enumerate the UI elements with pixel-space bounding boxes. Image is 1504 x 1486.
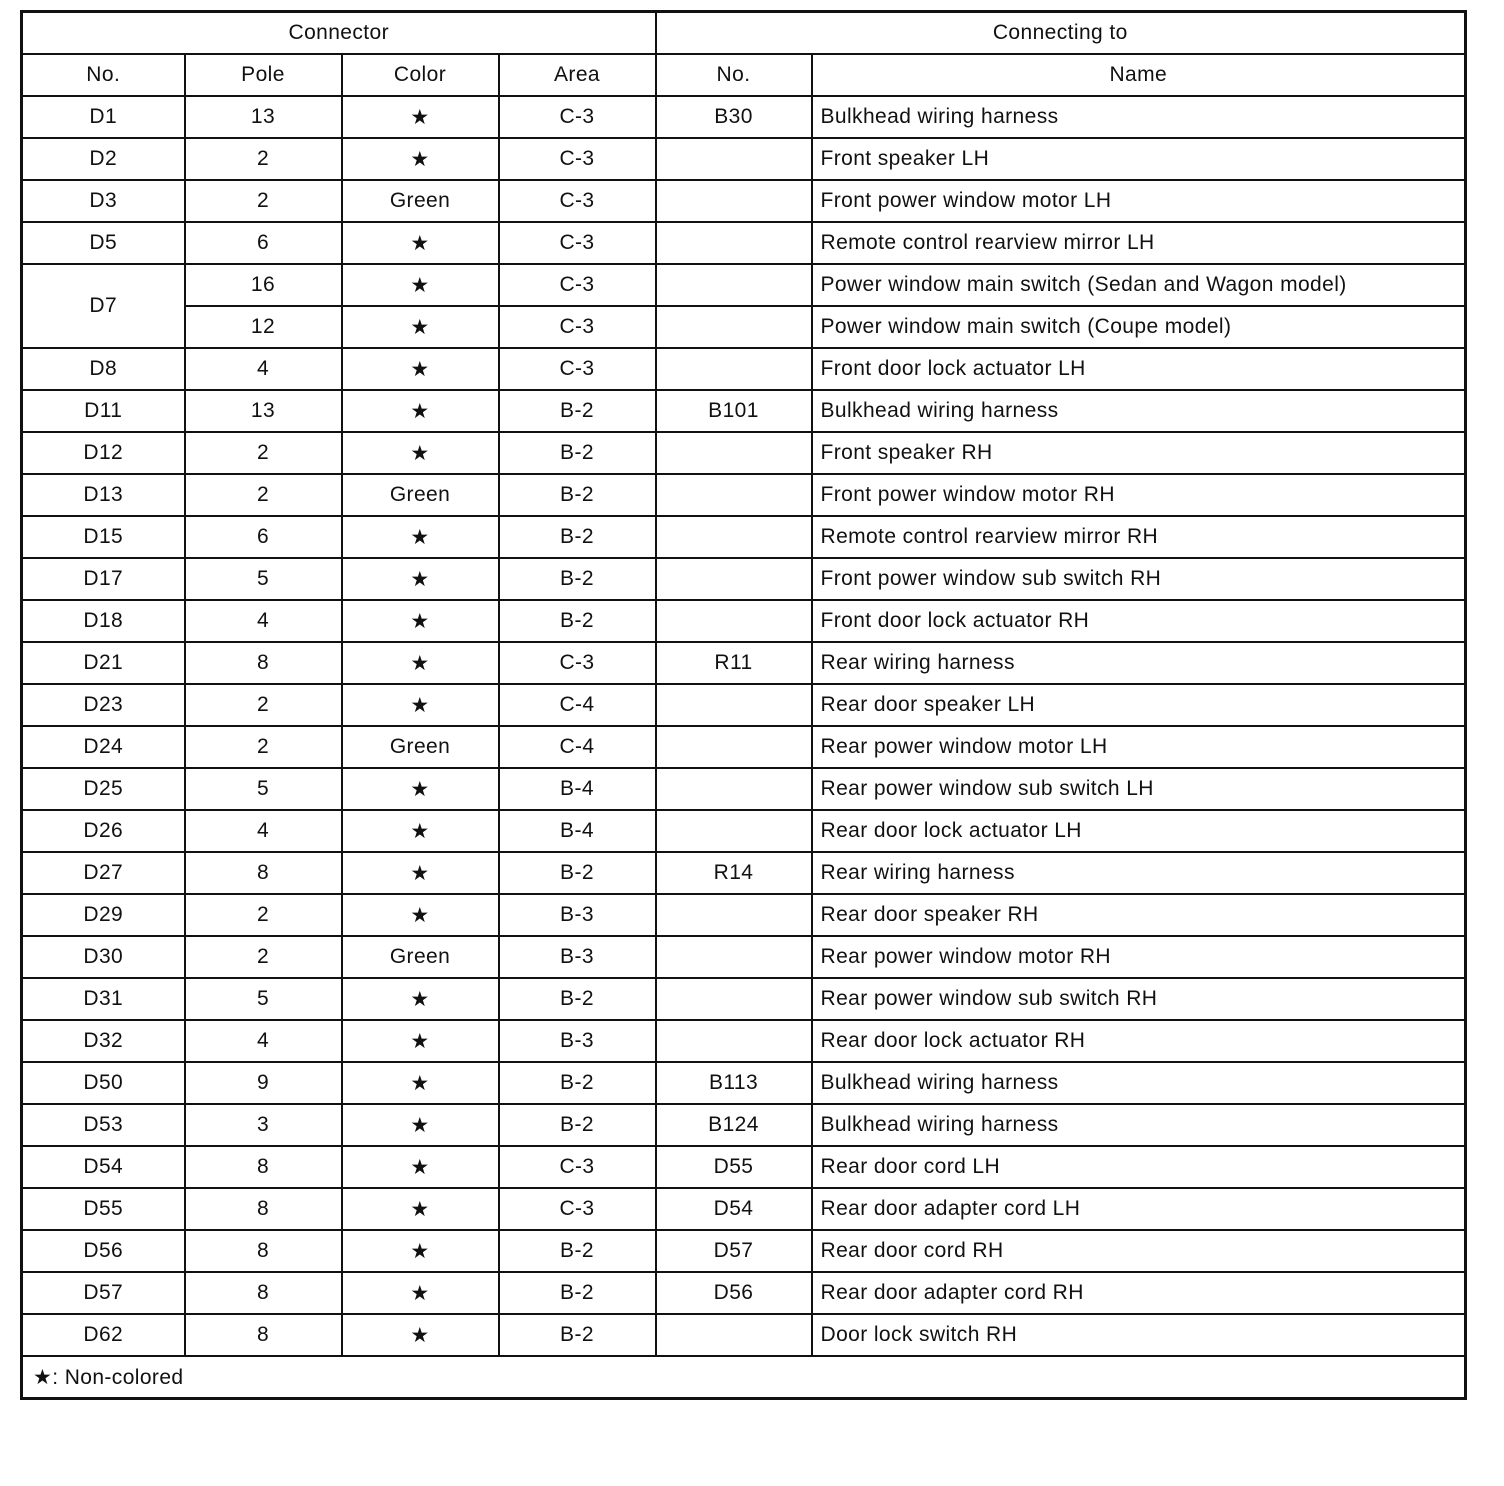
table-row [22,642,1466,684]
cell-pole: 8 [185,1188,342,1230]
cell-name: Power window main switch (Sedan and Wagon model) [812,264,1466,306]
cell-connecting-no [656,348,812,390]
cell-color: ★ [342,138,499,180]
cell-pole: 8 [185,1314,342,1356]
cell-name: Rear door lock actuator LH [812,810,1466,852]
cell-name: Rear door cord LH [812,1146,1466,1188]
cell-pole: 8 [185,1272,342,1314]
cell-area: B-2 [499,600,656,642]
cell-color: ★ [342,894,499,936]
cell-connector-no: D56 [22,1230,185,1272]
table-row [22,726,1466,768]
cell-area: C-4 [499,684,656,726]
cell-connecting-no [656,726,812,768]
cell-area: B-2 [499,1062,656,1104]
cell-connecting-no [656,306,812,348]
cell-connecting-no [656,978,812,1020]
cell-connector-no: D26 [22,810,185,852]
cell-area: B-2 [499,474,656,516]
cell-area: B-2 [499,1230,656,1272]
cell-area: B-2 [499,432,656,474]
table-row [22,222,1466,264]
cell-pole: 4 [185,348,342,390]
cell-connector-no: D17 [22,558,185,600]
cell-area: B-2 [499,558,656,600]
cell-color: ★ [342,516,499,558]
cell-connecting-no: R11 [656,642,812,684]
cell-pole: 2 [185,684,342,726]
cell-color: ★ [342,642,499,684]
table-row [22,978,1466,1020]
cell-connecting-no [656,1314,812,1356]
cell-connecting-no: D56 [656,1272,812,1314]
cell-pole: 2 [185,180,342,222]
cell-connector-no: D7 [22,264,185,348]
cell-connector-no: D12 [22,432,185,474]
cell-name: Rear door adapter cord LH [812,1188,1466,1230]
cell-color: ★ [342,432,499,474]
cell-color: Green [342,474,499,516]
column-header-row [22,54,1466,96]
table-row [22,96,1466,138]
table-row [22,1146,1466,1188]
cell-connector-no: D5 [22,222,185,264]
col-header-no: No. [22,54,185,96]
table-row [22,1020,1466,1062]
cell-pole: 2 [185,138,342,180]
cell-connecting-no [656,138,812,180]
cell-connecting-no [656,432,812,474]
cell-color: ★ [342,600,499,642]
cell-area: C-3 [499,96,656,138]
cell-pole: 6 [185,516,342,558]
table-row [22,432,1466,474]
cell-pole: 16 [185,264,342,306]
cell-area: C-3 [499,222,656,264]
cell-area: C-3 [499,348,656,390]
col-header-color: Color [342,54,499,96]
cell-color: ★ [342,1104,499,1146]
cell-pole: 2 [185,936,342,978]
table-row [22,852,1466,894]
cell-name: Rear door lock actuator RH [812,1020,1466,1062]
cell-connecting-no [656,894,812,936]
cell-pole: 4 [185,810,342,852]
cell-color: ★ [342,264,499,306]
cell-area: B-2 [499,390,656,432]
cell-pole: 5 [185,768,342,810]
table-row [22,1314,1466,1356]
cell-connecting-no [656,516,812,558]
cell-name: Rear power window motor LH [812,726,1466,768]
table-row [22,768,1466,810]
cell-connector-no: D3 [22,180,185,222]
cell-pole: 13 [185,96,342,138]
cell-connecting-no: D54 [656,1188,812,1230]
cell-color: ★ [342,1230,499,1272]
cell-area: C-3 [499,306,656,348]
cell-color: ★ [342,1062,499,1104]
cell-area: C-3 [499,642,656,684]
cell-name: Rear wiring harness [812,852,1466,894]
cell-connecting-no: D55 [656,1146,812,1188]
cell-name: Bulkhead wiring harness [812,1062,1466,1104]
cell-color: Green [342,726,499,768]
cell-pole: 2 [185,432,342,474]
cell-color: ★ [342,1146,499,1188]
cell-pole: 4 [185,600,342,642]
col-header-name: Name [812,54,1466,96]
cell-area: C-3 [499,180,656,222]
cell-connecting-no: R14 [656,852,812,894]
cell-pole: 8 [185,642,342,684]
cell-connecting-no [656,600,812,642]
cell-pole: 9 [185,1062,342,1104]
cell-name: Front door lock actuator RH [812,600,1466,642]
cell-connecting-no: B113 [656,1062,812,1104]
cell-connector-no: D53 [22,1104,185,1146]
cell-name: Bulkhead wiring harness [812,390,1466,432]
cell-color: ★ [342,390,499,432]
table-row [22,1104,1466,1146]
table-row [22,180,1466,222]
cell-name: Rear wiring harness [812,642,1466,684]
cell-connector-no: D27 [22,852,185,894]
cell-connecting-no [656,1020,812,1062]
cell-name: Power window main switch (Coupe model) [812,306,1466,348]
cell-color: ★ [342,306,499,348]
cell-area: B-4 [499,768,656,810]
table-row [22,1272,1466,1314]
cell-connector-no: D32 [22,1020,185,1062]
table-row [22,516,1466,558]
cell-connecting-no: B101 [656,390,812,432]
group-header-row [22,12,1466,55]
cell-pole: 8 [185,1146,342,1188]
cell-name: Front power window sub switch RH [812,558,1466,600]
table-row [22,306,1466,348]
cell-color: ★ [342,684,499,726]
connector-group-header: Connector [22,12,656,55]
cell-pole: 2 [185,726,342,768]
cell-area: B-3 [499,936,656,978]
cell-name: Rear power window sub switch RH [812,978,1466,1020]
cell-connector-no: D24 [22,726,185,768]
cell-pole: 13 [185,390,342,432]
cell-color: ★ [342,852,499,894]
cell-connector-no: D8 [22,348,185,390]
table-row [22,264,1466,306]
footnote: ★: Non-colored [22,1356,1466,1399]
table-row [22,600,1466,642]
cell-connector-no: D55 [22,1188,185,1230]
cell-area: B-3 [499,894,656,936]
table-header [22,12,1466,97]
cell-area: B-2 [499,1314,656,1356]
cell-area: C-3 [499,264,656,306]
cell-connector-no: D13 [22,474,185,516]
cell-connector-no: D29 [22,894,185,936]
cell-connector-no: D2 [22,138,185,180]
table-row [22,558,1466,600]
cell-connector-no: D54 [22,1146,185,1188]
cell-name: Rear power window motor RH [812,936,1466,978]
cell-color: ★ [342,348,499,390]
cell-connector-no: D62 [22,1314,185,1356]
table-row [22,810,1466,852]
table-row [22,894,1466,936]
cell-color: ★ [342,222,499,264]
cell-color: ★ [342,1272,499,1314]
cell-connector-no: D31 [22,978,185,1020]
cell-connector-no: D23 [22,684,185,726]
cell-color: ★ [342,1314,499,1356]
cell-pole: 5 [185,978,342,1020]
cell-pole: 2 [185,894,342,936]
table-row [22,936,1466,978]
cell-name: Rear door speaker LH [812,684,1466,726]
cell-area: C-3 [499,1146,656,1188]
cell-connecting-no [656,222,812,264]
cell-connecting-no: B30 [656,96,812,138]
cell-connecting-no: D57 [656,1230,812,1272]
footnote-row [22,1356,1466,1399]
cell-connecting-no [656,264,812,306]
cell-name: Bulkhead wiring harness [812,96,1466,138]
table-row [22,390,1466,432]
cell-connecting-no [656,768,812,810]
table-row [22,684,1466,726]
cell-color: Green [342,180,499,222]
cell-name: Rear power window sub switch LH [812,768,1466,810]
cell-name: Remote control rearview mirror RH [812,516,1466,558]
cell-color: ★ [342,978,499,1020]
cell-connector-no: D50 [22,1062,185,1104]
cell-connector-no: D30 [22,936,185,978]
cell-pole: 5 [185,558,342,600]
cell-area: B-2 [499,516,656,558]
cell-pole: 12 [185,306,342,348]
cell-name: Front speaker LH [812,138,1466,180]
cell-connecting-no [656,684,812,726]
table-row [22,1062,1466,1104]
cell-name: Remote control rearview mirror LH [812,222,1466,264]
connector-table [20,10,1467,1400]
cell-name: Front power window motor LH [812,180,1466,222]
cell-connecting-no: B124 [656,1104,812,1146]
cell-connecting-no [656,936,812,978]
cell-pole: 2 [185,474,342,516]
cell-area: B-2 [499,852,656,894]
cell-connector-no: D1 [22,96,185,138]
cell-color: ★ [342,96,499,138]
cell-area: B-4 [499,810,656,852]
table-row [22,348,1466,390]
cell-area: C-3 [499,1188,656,1230]
cell-connecting-no [656,180,812,222]
cell-pole: 3 [185,1104,342,1146]
table-row [22,1230,1466,1272]
cell-pole: 8 [185,852,342,894]
cell-connecting-no [656,558,812,600]
cell-connecting-no [656,810,812,852]
table-row [22,1188,1466,1230]
cell-name: Bulkhead wiring harness [812,1104,1466,1146]
col-header-area: Area [499,54,656,96]
cell-connector-no: D18 [22,600,185,642]
cell-name: Front power window motor RH [812,474,1466,516]
connecting-to-group-header: Connecting to [656,12,1466,55]
cell-name: Rear door speaker RH [812,894,1466,936]
cell-connector-no: D21 [22,642,185,684]
col-header-pole: Pole [185,54,342,96]
cell-pole: 6 [185,222,342,264]
cell-name: Door lock switch RH [812,1314,1466,1356]
cell-pole: 8 [185,1230,342,1272]
cell-name: Rear door adapter cord RH [812,1272,1466,1314]
cell-area: C-4 [499,726,656,768]
cell-color: Green [342,936,499,978]
cell-color: ★ [342,558,499,600]
cell-color: ★ [342,1020,499,1062]
table-row [22,474,1466,516]
cell-connector-no: D11 [22,390,185,432]
table-row [22,138,1466,180]
cell-connecting-no [656,474,812,516]
table-body [22,96,1466,1356]
cell-area: B-2 [499,1272,656,1314]
cell-name: Front speaker RH [812,432,1466,474]
cell-color: ★ [342,810,499,852]
cell-pole: 4 [185,1020,342,1062]
cell-area: C-3 [499,138,656,180]
cell-name: Rear door cord RH [812,1230,1466,1272]
cell-color: ★ [342,768,499,810]
col-header-connecting-no: No. [656,54,812,96]
cell-area: B-2 [499,1104,656,1146]
cell-connector-no: D15 [22,516,185,558]
cell-connector-no: D25 [22,768,185,810]
cell-area: B-2 [499,978,656,1020]
cell-color: ★ [342,1188,499,1230]
cell-name: Front door lock actuator LH [812,348,1466,390]
cell-area: B-3 [499,1020,656,1062]
cell-connector-no: D57 [22,1272,185,1314]
